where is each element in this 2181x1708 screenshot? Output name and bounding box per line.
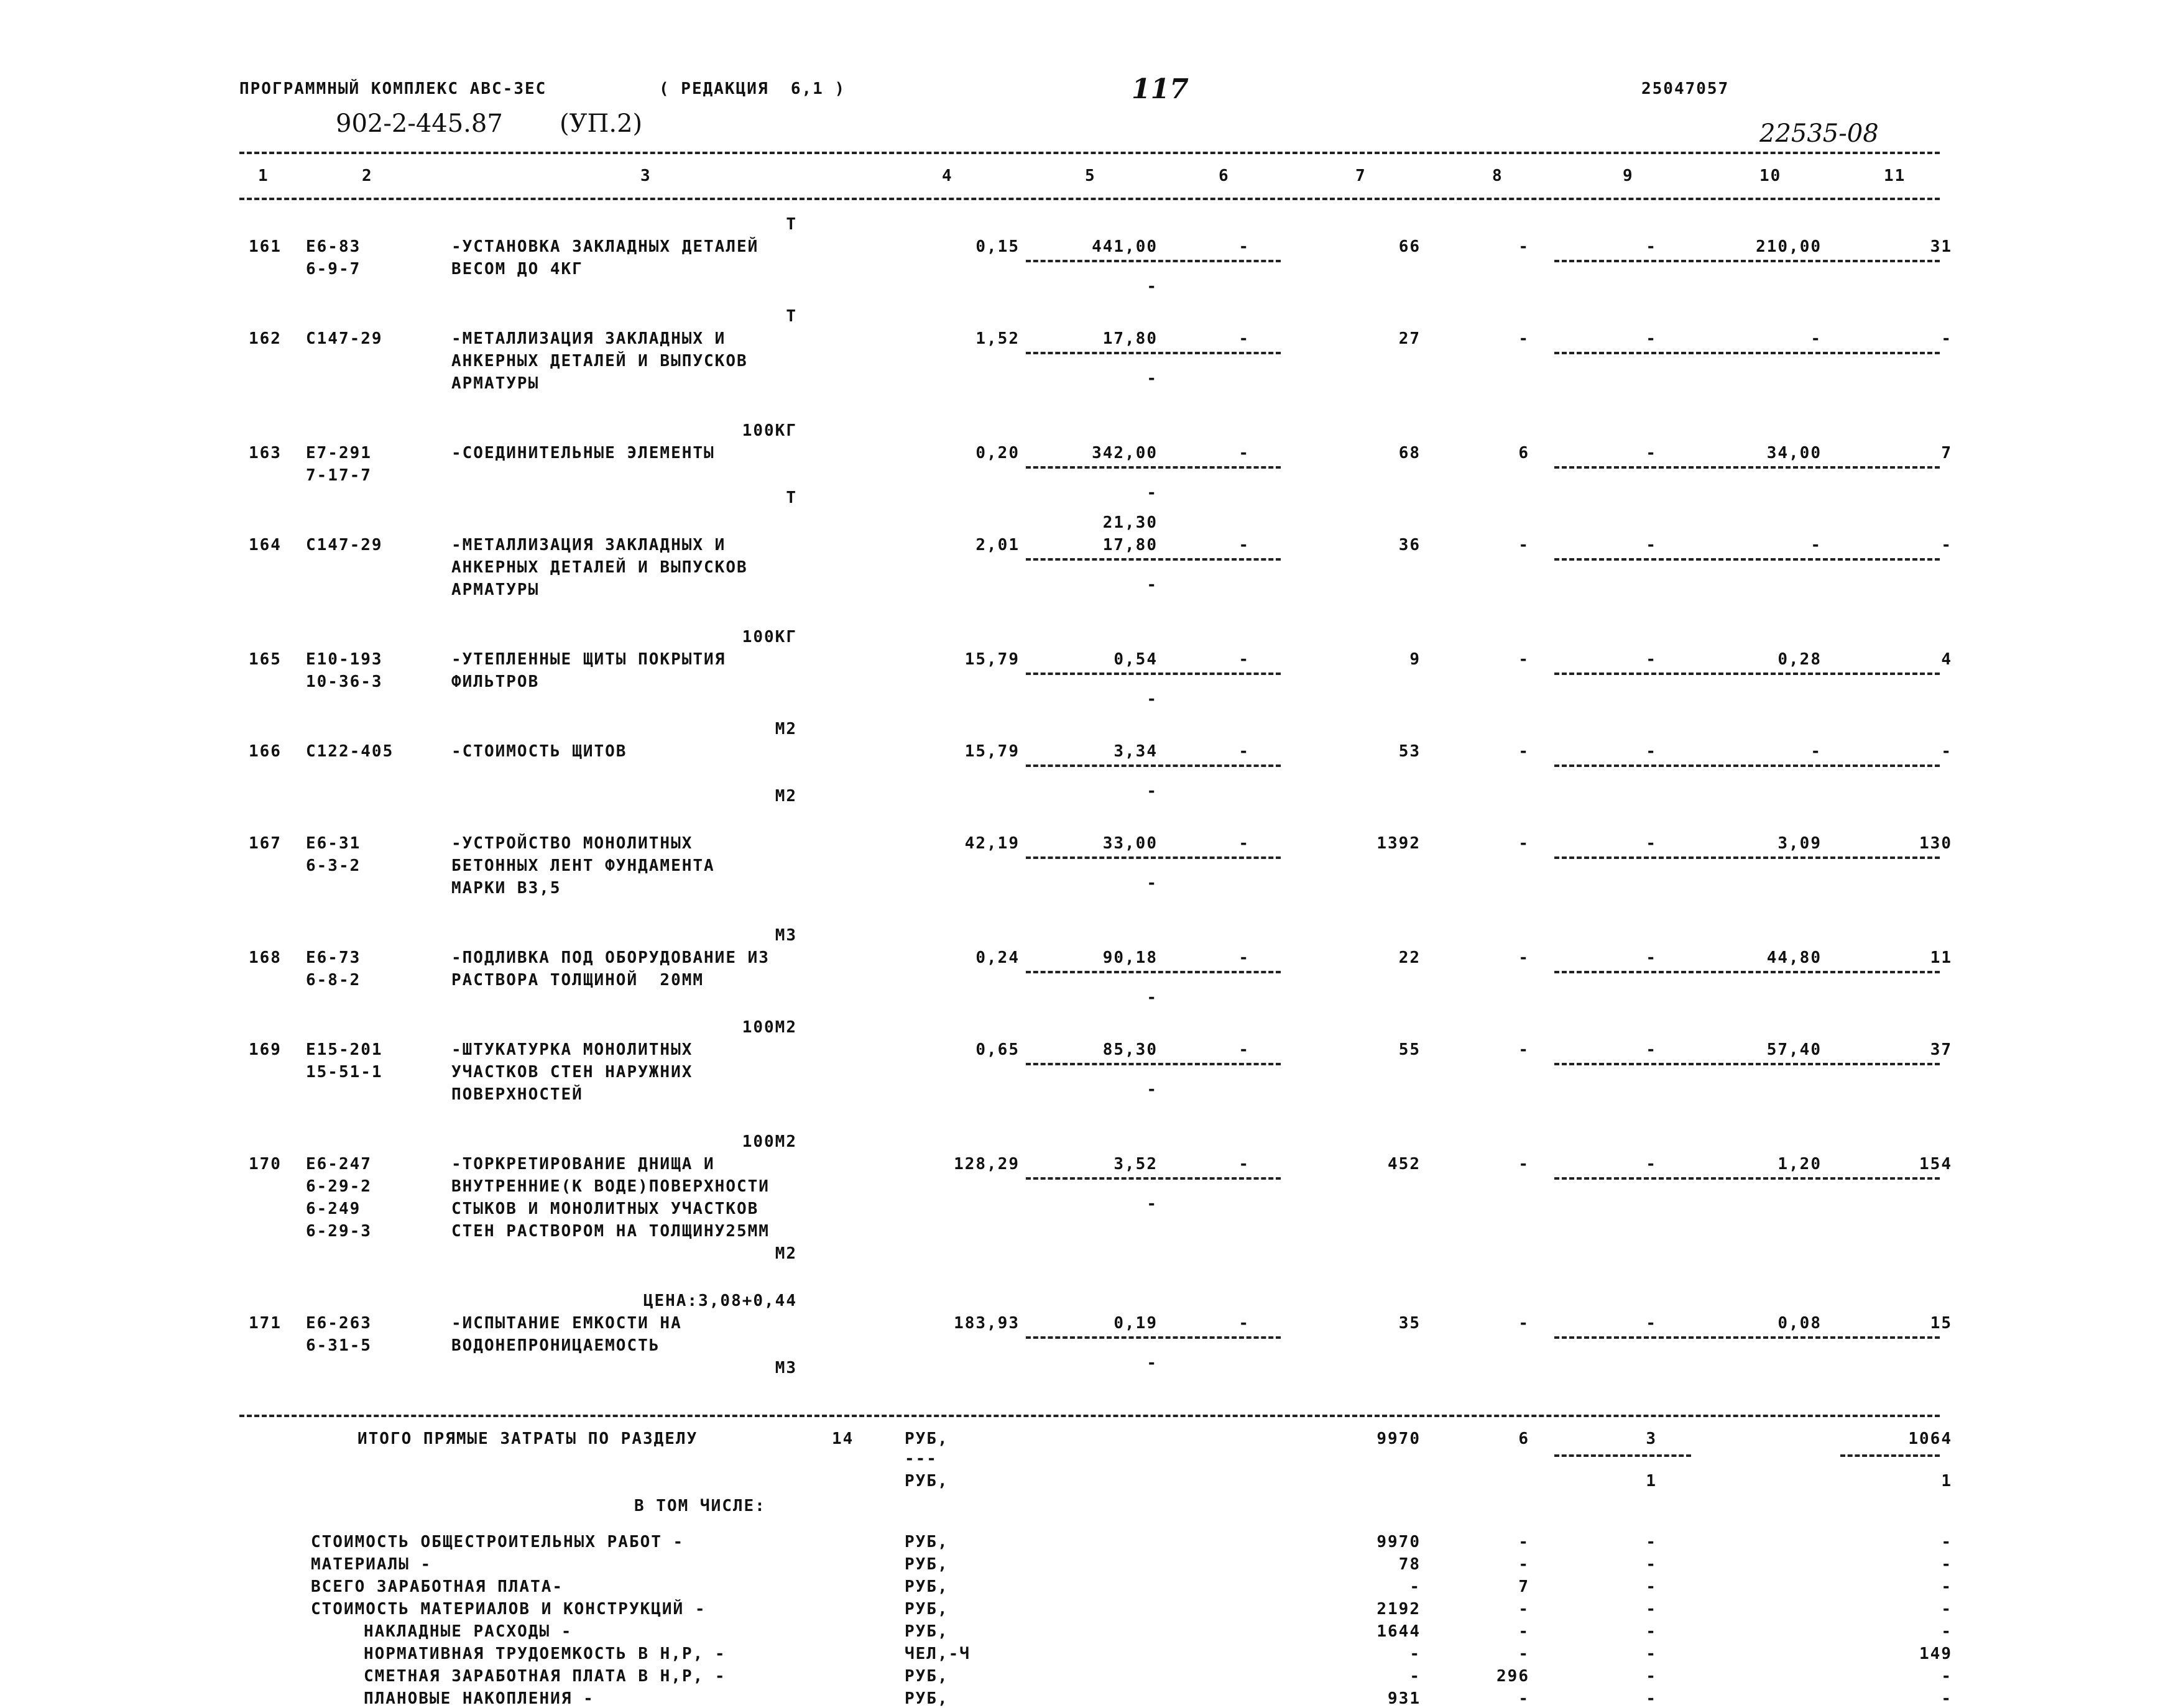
breakdown-label: НОРМАТИВНАЯ ТРУДОЕМКОСТЬ В Н,Р, - [364,1645,726,1663]
row-code: 6-249 [306,1200,361,1218]
row-col8: - [1518,329,1529,348]
row-code: Е6-263 [306,1314,372,1333]
row-unit-label: Т [786,489,797,507]
row-col9: - [1646,536,1657,554]
row-unit-price: 0,19 [1114,1314,1158,1333]
price-sub-value: - [1146,1354,1158,1372]
row-col9: - [1646,444,1657,462]
document-code: 25047057 [1641,80,1730,98]
breakdown-label: МАТЕРИАЛЫ - [311,1555,432,1574]
price-underline [1026,260,1281,262]
row-code: Е10-193 [306,650,383,669]
row-unit-label: М2 [775,787,797,806]
row-col11: 31 [1930,237,1952,256]
breakdown-col8: - [1518,1533,1529,1551]
header-rule-top [239,152,1940,154]
row-code: 6-8-2 [306,971,361,989]
row-col11: 130 [1919,834,1952,853]
row-col6: - [1238,650,1250,669]
row-col11: 4 [1941,650,1952,669]
row-code: 6-29-3 [306,1222,372,1241]
price-sub-value: - [1146,690,1158,709]
row-unit-label: 100М2 [742,1132,797,1151]
breakdown-col7: 2192 [1376,1600,1421,1618]
row-code: С147-29 [306,536,383,554]
breakdown-label: СМЕТНАЯ ЗАРАБОТНАЯ ПЛАТА В Н,Р, - [364,1667,726,1686]
row-col8: - [1518,1040,1529,1059]
row-col8: - [1518,948,1529,967]
row-unit-price: 3,52 [1114,1155,1158,1173]
row-description: -УСТАНОВКА ЗАКЛАДНЫХ ДЕТАЛЕЙ [451,237,759,256]
row-col11: - [1941,742,1952,761]
program-title: ПРОГРАММНЫЙ КОМПЛЕКС АВС-3ЕС [239,80,547,98]
row-col10: - [1810,536,1822,554]
row-col11: 11 [1930,948,1952,967]
row-col10: - [1810,742,1822,761]
program-edition: ( РЕДАКЦИЯ 6,1 ) [659,80,846,98]
breakdown-unit: РУБ, [905,1533,949,1551]
row-number: 168 [249,948,282,967]
row-col10: 3,09 [1778,834,1822,853]
breakdown-col7: - [1409,1667,1421,1686]
row-col6: - [1238,536,1250,554]
right-underline [1554,764,1940,767]
breakdown-col8: 296 [1496,1667,1529,1686]
row-code: Е15-201 [306,1040,383,1059]
totals-section-number: 14 [832,1430,854,1448]
price-underline [1026,352,1281,354]
totals-unit-2: РУБ, [905,1472,949,1490]
breakdown-col7: - [1409,1577,1421,1596]
column-header-9: 9 [1623,167,1634,185]
column-header-10: 10 [1759,167,1782,185]
totals-col11: 1064 [1908,1430,1952,1448]
price-sub-value: - [1146,277,1158,296]
breakdown-label: ВСЕГО ЗАРАБОТНАЯ ПЛАТА- [311,1577,564,1596]
row-code: 10-36-3 [306,673,383,691]
breakdown-col8: - [1518,1689,1529,1708]
row-unit-label: М2 [775,1244,797,1263]
right-underline [1554,971,1940,973]
row-col7-total: 35 [1398,1314,1421,1333]
row-description: -МЕТАЛЛИЗАЦИЯ ЗАКЛАДНЫХ И [451,329,726,348]
row-unit-price: 17,80 [1102,329,1158,348]
row-col7-total: 66 [1398,237,1421,256]
row-col6: - [1238,444,1250,462]
row-number: 171 [249,1314,282,1333]
row-code: 7-17-7 [306,466,372,485]
row-col7-total: 1392 [1376,834,1421,853]
price-underline [1026,466,1281,469]
row-quantity: 42,19 [964,834,1020,853]
row-col6: - [1238,1040,1250,1059]
row-col10: 57,40 [1766,1040,1822,1059]
breakdown-col8: - [1518,1645,1529,1663]
row-unit-label: 100КГ [742,421,797,440]
column-header-2: 2 [362,167,373,185]
page-number: 117 [1132,73,1189,105]
row-quantity: 1,52 [975,329,1020,348]
right-underline [1554,856,1940,859]
breakdown-col11: - [1941,1689,1952,1708]
row-col6: - [1238,237,1250,256]
totals-col8: 6 [1518,1430,1529,1448]
breakdown-col11: - [1941,1667,1952,1686]
row-quantity: 128,29 [954,1155,1020,1173]
row-description: АНКЕРНЫХ ДЕТАЛЕЙ И ВЫПУСКОВ [451,558,748,577]
right-underline [1554,558,1940,561]
row-quantity: 15,79 [964,650,1020,669]
row-col11: 37 [1930,1040,1952,1059]
row-unit-price: 441,00 [1092,237,1158,256]
column-header-6: 6 [1219,167,1230,185]
row-quantity: 15,79 [964,742,1020,761]
breakdown-col8: - [1518,1600,1529,1618]
row-unit-label: ЦЕНА:3,08+0,44 [643,1292,797,1310]
row-unit-price: 90,18 [1102,948,1158,967]
price-underline [1026,856,1281,859]
row-col8: - [1518,1314,1529,1333]
right-underline [1554,352,1940,354]
row-description: АНКЕРНЫХ ДЕТАЛЕЙ И ВЫПУСКОВ [451,352,748,370]
breakdown-col9: - [1646,1622,1657,1641]
row-description: -УСТРОЙСТВО МОНОЛИТНЫХ [451,834,693,853]
row-number: 169 [249,1040,282,1059]
row-unit-label: Т [786,215,797,234]
row-col9: - [1646,834,1657,853]
totals-underline-col9 [1554,1454,1691,1457]
row-col11: 15 [1930,1314,1952,1333]
row-col6: - [1238,834,1250,853]
price-underline [1026,1336,1281,1339]
row-col9: - [1646,1155,1657,1173]
price-extra-value: 21,30 [1102,513,1158,532]
breakdown-unit: РУБ, [905,1600,949,1618]
breakdown-col9: - [1646,1533,1657,1551]
row-unit-label: М3 [775,926,797,945]
row-code: Е6-73 [306,948,361,967]
row-col10: 0,08 [1778,1314,1822,1333]
breakdown-col7: - [1409,1645,1421,1663]
row-col8: - [1518,1155,1529,1173]
breakdown-unit: РУБ, [905,1555,949,1574]
row-col9: - [1646,650,1657,669]
price-sub-value: - [1146,1080,1158,1099]
row-description: МАРКИ В3,5 [451,879,561,898]
row-unit-price: 342,00 [1092,444,1158,462]
breakdown-col8: - [1518,1555,1529,1574]
breakdown-unit: РУБ, [905,1577,949,1596]
breakdown-label: ПЛАНОВЫЕ НАКОПЛЕНИЯ - [364,1689,594,1708]
row-description: СТЕН РАСТВОРОМ НА ТОЛЩИНУ25ММ [451,1222,770,1241]
row-description: -СОЕДИНИТЕЛЬНЫЕ ЭЛЕМЕНТЫ [451,444,715,462]
breakdown-col7: 78 [1398,1555,1421,1574]
breakdown-label: НАКЛАДНЫЕ РАСХОДЫ - [364,1622,573,1641]
price-sub-value: - [1146,782,1158,801]
price-underline [1026,764,1281,767]
row-col9: - [1646,237,1657,256]
row-code: С147-29 [306,329,383,348]
row-col6: - [1238,948,1250,967]
breakdown-col11: - [1941,1555,1952,1574]
row-description: РАСТВОРА ТОЛЩИНОЙ 20ММ [451,971,704,989]
price-underline [1026,1063,1281,1065]
row-col8: - [1518,237,1529,256]
breakdown-col9: - [1646,1600,1657,1618]
column-header-8: 8 [1492,167,1503,185]
breakdown-label: СТОИМОСТЬ МАТЕРИАЛОВ И КОНСТРУКЦИЙ - [311,1600,706,1618]
project-number: 902-2-445.87 [336,109,503,138]
row-description: ПОВЕРХНОСТЕЙ [451,1085,583,1104]
row-col9: - [1646,742,1657,761]
breakdown-col11: - [1941,1622,1952,1641]
breakdown-col11: - [1941,1600,1952,1618]
row-unit-price: 85,30 [1102,1040,1158,1059]
price-sub-value: - [1146,988,1158,1007]
row-col7-total: 22 [1398,948,1421,967]
row-quantity: 0,65 [975,1040,1020,1059]
row-col11: 7 [1941,444,1952,462]
price-underline [1026,971,1281,973]
price-underline [1026,673,1281,675]
row-code: Е6-247 [306,1155,372,1173]
breakdown-label: СТОИМОСТЬ ОБЩЕСТРОИТЕЛЬНЫХ РАБОТ - [311,1533,685,1551]
row-unit-label: Т [786,307,797,326]
right-underline [1554,673,1940,675]
row-description: ВЕСОМ ДО 4КГ [451,260,583,278]
row-quantity: 183,93 [954,1314,1020,1333]
row-col11: 154 [1919,1155,1952,1173]
breakdown-col11: - [1941,1577,1952,1596]
breakdown-col9: - [1646,1555,1657,1574]
row-description: БЕТОННЫХ ЛЕНТ ФУНДАМЕНТА [451,856,715,875]
column-header-4: 4 [942,167,953,185]
row-code: 6-3-2 [306,856,361,875]
price-sub-value: - [1146,369,1158,388]
breakdown-col9: - [1646,1577,1657,1596]
row-col10: 1,20 [1778,1155,1822,1173]
totals-underline-col11 [1840,1454,1940,1457]
price-underline [1026,1177,1281,1180]
totals-col9: 3 [1646,1430,1657,1448]
row-col10: 210,00 [1756,237,1822,256]
row-unit-price: 17,80 [1102,536,1158,554]
row-number: 166 [249,742,282,761]
totals-unit: РУБ, [905,1430,949,1448]
row-col6: - [1238,329,1250,348]
row-col7-total: 9 [1409,650,1421,669]
row-col9: - [1646,948,1657,967]
column-header-7: 7 [1355,167,1367,185]
row-col8: - [1518,650,1529,669]
breakdown-col7: 9970 [1376,1533,1421,1551]
row-col7-total: 68 [1398,444,1421,462]
row-quantity: 0,15 [975,237,1020,256]
row-description: -ИСПЫТАНИЕ ЕМКОСТИ НА [451,1314,682,1333]
row-code: Е6-83 [306,237,361,256]
row-col6: - [1238,1155,1250,1173]
row-description: -ТОРКРЕТИРОВАНИЕ ДНИЩА И [451,1155,715,1173]
row-code: 6-9-7 [306,260,361,278]
breakdown-col9: - [1646,1689,1657,1708]
row-description: -ШТУКАТУРКА МОНОЛИТНЫХ [451,1040,693,1059]
breakdown-col11: - [1941,1533,1952,1551]
breakdown-col9: - [1646,1645,1657,1663]
breakdown-col8: - [1518,1622,1529,1641]
right-underline [1554,1177,1940,1180]
breakdown-unit: ЧЕЛ,-Ч [905,1645,971,1663]
column-header-11: 11 [1884,167,1906,185]
row-col10: 44,80 [1766,948,1822,967]
row-code: С122-405 [306,742,394,761]
incl-title: В ТОМ ЧИСЛЕ: [634,1497,766,1515]
row-unit-label: М3 [775,1359,797,1377]
breakdown-unit: РУБ, [905,1622,949,1641]
totals-unit-underline: --- [905,1449,938,1468]
breakdown-col8: 7 [1518,1577,1529,1596]
row-number: 167 [249,834,282,853]
row-number: 163 [249,444,282,462]
row-description: ВОДОНЕПРОНИЦАЕМОСТЬ [451,1336,660,1355]
row-unit-label: М2 [775,720,797,738]
row-col10: 34,00 [1766,444,1822,462]
totals-col9-second: 1 [1646,1472,1657,1490]
totals-col11-second: 1 [1941,1472,1952,1490]
row-col11: - [1941,329,1952,348]
row-number: 165 [249,650,282,669]
row-col6: - [1238,1314,1250,1333]
row-description: ФИЛЬТРОВ [451,673,540,691]
header-rule-bottom [239,198,1940,200]
breakdown-col7: 1644 [1376,1622,1421,1641]
row-col9: - [1646,1040,1657,1059]
row-col7-total: 55 [1398,1040,1421,1059]
breakdown-col9: - [1646,1667,1657,1686]
column-header-1: 1 [258,167,269,185]
row-col11: - [1941,536,1952,554]
row-col6: - [1238,742,1250,761]
row-description: -ПОДЛИВКА ПОД ОБОРУДОВАНИЕ ИЗ [451,948,770,967]
row-col9: - [1646,329,1657,348]
row-col7-total: 36 [1398,536,1421,554]
right-underline [1554,1336,1940,1339]
row-description: -СТОИМОСТЬ ЩИТОВ [451,742,627,761]
row-description: -УТЕПЛЕННЫЕ ЩИТЫ ПОКРЫТИЯ [451,650,726,669]
row-col8: - [1518,742,1529,761]
row-code: Е7-291 [306,444,372,462]
row-quantity: 2,01 [975,536,1020,554]
row-code: 6-29-2 [306,1177,372,1196]
row-number: 164 [249,536,282,554]
row-description: АРМАТУРЫ [451,581,540,599]
row-description: СТЫКОВ И МОНОЛИТНЫХ УЧАСТКОВ [451,1200,759,1218]
price-sub-value: - [1146,484,1158,502]
row-unit-price: 33,00 [1102,834,1158,853]
row-col8: - [1518,834,1529,853]
row-col10: 0,28 [1778,650,1822,669]
row-code: Е6-31 [306,834,361,853]
right-underline [1554,260,1940,262]
price-sub-value: - [1146,1195,1158,1213]
row-number: 170 [249,1155,282,1173]
totals-rule [239,1415,1940,1417]
row-description: -МЕТАЛЛИЗАЦИЯ ЗАКЛАДНЫХ И [451,536,726,554]
row-col9: - [1646,1314,1657,1333]
price-sub-value: - [1146,576,1158,594]
row-unit-label: 100М2 [742,1018,797,1037]
price-underline [1026,558,1281,561]
right-underline [1554,1063,1940,1065]
row-col7-total: 27 [1398,329,1421,348]
row-col8: 6 [1518,444,1529,462]
column-header-5: 5 [1085,167,1096,185]
breakdown-col11: 149 [1919,1645,1952,1663]
row-quantity: 0,24 [975,948,1020,967]
row-col7-total: 452 [1388,1155,1421,1173]
right-underline [1554,466,1940,469]
row-unit-price: 3,34 [1114,742,1158,761]
archive-stamp: 22535-08 [1759,119,1879,148]
price-sub-value: - [1146,874,1158,893]
totals-col7: 9970 [1376,1430,1421,1448]
row-description: АРМАТУРЫ [451,374,540,393]
totals-label: ИТОГО ПРЯМЫЕ ЗАТРАТЫ ПО РАЗДЕЛУ [357,1430,698,1448]
row-description: УЧАСТКОВ СТЕН НАРУЖНИХ [451,1063,693,1081]
row-code: 6-31-5 [306,1336,372,1355]
breakdown-unit: РУБ, [905,1667,949,1686]
column-header-3: 3 [640,167,652,185]
row-quantity: 0,20 [975,444,1020,462]
row-col10: - [1810,329,1822,348]
row-unit-price: 0,54 [1114,650,1158,669]
row-number: 161 [249,237,282,256]
album-label: (УП.2) [560,109,643,138]
row-code: 15-51-1 [306,1063,383,1081]
breakdown-col7: 931 [1388,1689,1421,1708]
row-number: 162 [249,329,282,348]
breakdown-unit: РУБ, [905,1689,949,1708]
row-col7-total: 53 [1398,742,1421,761]
row-unit-label: 100КГ [742,628,797,646]
row-col8: - [1518,536,1529,554]
row-description: ВНУТРЕННИЕ(К ВОДЕ)ПОВЕРХНОСТИ [451,1177,770,1196]
